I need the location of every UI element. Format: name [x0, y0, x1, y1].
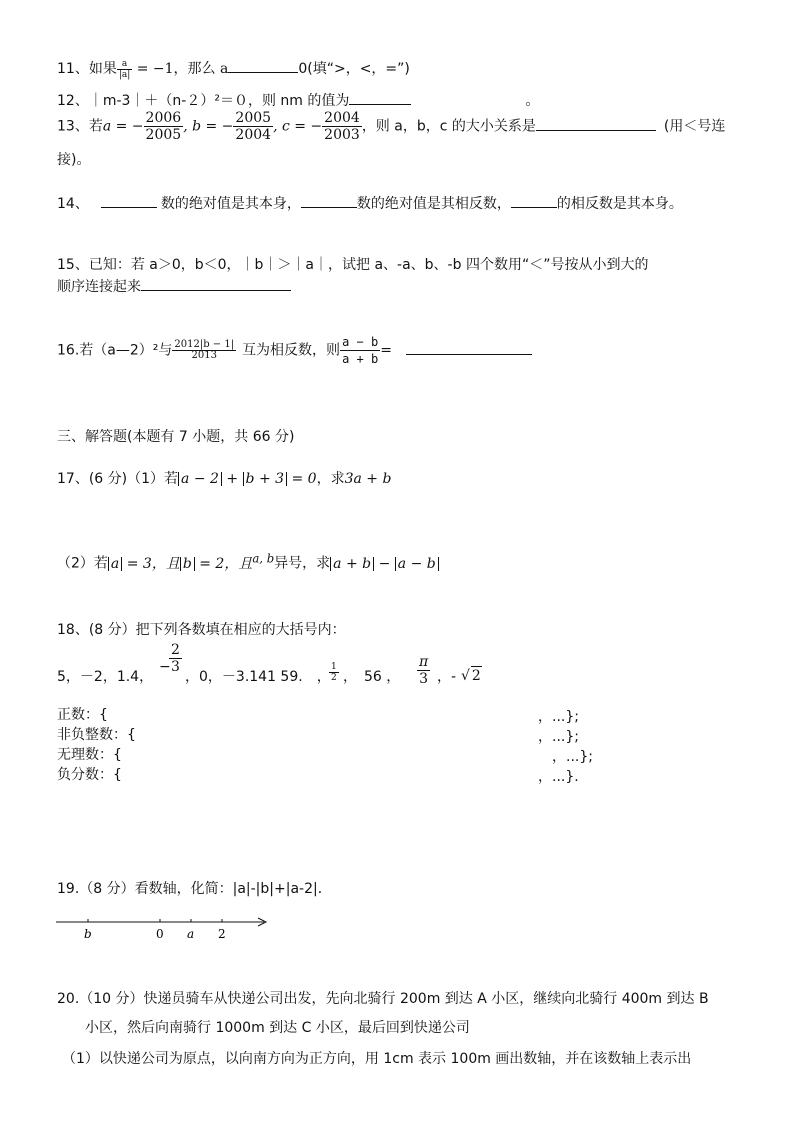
q14-blank-3[interactable] [511, 193, 557, 208]
label-0: 0 [156, 927, 164, 941]
q18-row-label: 无理数：{ [57, 747, 122, 763]
q17-p2-eq2: = 2，且 [194, 555, 253, 572]
question-20-part-1 [62, 1050, 691, 1068]
question-17-part-1 [57, 470, 391, 488]
q17-p2-ab: a, b [252, 551, 275, 565]
q18-sqrt: √ 2 [461, 668, 481, 684]
q18-row-neg-fraction-end [538, 766, 579, 786]
q13-tail: (用＜号连 [663, 118, 726, 135]
question-13 [57, 110, 725, 143]
q15-line1: 15、已知：若 a＞0，b＜0，｜b｜＞｜a｜，试把 a、-a、b、-b 四个数用“＜”号按从小到大的 [57, 257, 649, 273]
q14-part-1: 数的绝对值是其本身， [160, 196, 301, 212]
q16-frac-num: 2012|b − 1| [174, 339, 235, 350]
q14-part-2: 数的绝对值是其相反数， [356, 196, 511, 212]
q18-half [329, 662, 339, 683]
q16-frac-den: 2013 [191, 350, 217, 361]
q11-frac-den: |a| [118, 69, 131, 80]
q16-ratio-den: a + b [342, 352, 379, 366]
q16-eq: = [380, 342, 392, 359]
q13-c-num: 2004 [324, 110, 360, 126]
q15-line2: 顺序连接起来 [57, 279, 141, 295]
q18-half-num: 1 [331, 662, 337, 672]
q13-c-label: , c = − [273, 118, 323, 135]
q17-p1-abs-b: b + 3 [243, 472, 288, 486]
q18-row-nonneg-int [57, 726, 136, 744]
q18-row-positive [57, 706, 108, 724]
question-15 [57, 256, 648, 274]
q13-b-label: , b = − [183, 118, 234, 135]
q13-a-label: a = − [102, 118, 144, 135]
q13-b-num: 2005 [235, 110, 272, 126]
q16-fraction [172, 340, 236, 361]
label-b: b [84, 927, 92, 941]
q18-row-irrational [57, 746, 122, 764]
q17-p2-eq1: = 3，且 [122, 555, 180, 572]
q17-p2-abs-b: b [180, 557, 195, 571]
q17-p2-abs-a: a [108, 557, 122, 571]
q20-line1: 20.（10 分）快递员骑车从快递公司出发，先向北骑行 200m 到达 A 小区，继续向北骑行 400m 到达 B [57, 991, 709, 1007]
q18-neg-sign: − [159, 659, 171, 675]
question-20-line2 [85, 1019, 470, 1037]
q18-row-end: ，...}. [538, 769, 579, 785]
q18-row-label: 非负整数：{ [57, 727, 136, 743]
q11-eq: = −1，那么 a [136, 61, 229, 77]
q19-title: 19.（8 分）看数轴，化简：|a|-|b|+|a-2|． [57, 881, 332, 897]
q13-a-num: 2006 [145, 110, 182, 126]
q18-frac-num: 2 [171, 642, 180, 658]
q15-answer-blank[interactable] [141, 276, 291, 291]
question-13-line2 [57, 151, 90, 169]
q18-row-end: ，...}; [538, 729, 579, 745]
q18-row-nonneg-int-end [538, 726, 579, 746]
question-16 [57, 334, 532, 367]
q13-c-den: 2003 [324, 127, 360, 143]
q18-numbers-3: ， 56 ， [343, 669, 401, 685]
q14-blank-2[interactable] [301, 193, 357, 208]
question-19 [57, 880, 332, 898]
q18-frac [169, 642, 182, 675]
q16-mid: 互为相反数，则 [242, 342, 341, 359]
q18-pi-frac [417, 654, 430, 687]
q18-row-end: ，...}; [538, 709, 579, 725]
q13-a-frac [144, 110, 184, 143]
label-a: a [187, 927, 195, 941]
q17-p1-prefix: 17、(6 分)（1）若 [57, 471, 179, 487]
q17-p2-prefix: （2）若 [57, 555, 108, 572]
q18-numbers-1: 5，－2，1.4， [57, 669, 154, 685]
q17-p1-mid: ，求 [316, 471, 345, 487]
section-3-title [57, 428, 294, 446]
question-12 [57, 90, 539, 110]
q18-row-label: 负分数：{ [57, 767, 122, 783]
q11-prefix: 11、如果 [57, 61, 117, 77]
q18-title: 18、(8 分）把下列各数填在相应的大括号内： [57, 622, 346, 638]
q17-p1-eq: = 0 [287, 471, 317, 487]
q12-end: 。 [525, 93, 540, 109]
q18-numbers-2: ，0，－3.141 59. ， [185, 669, 331, 685]
q18-row-neg-fraction [57, 766, 122, 784]
q17-p2-expr1: a + b [330, 557, 374, 571]
q13-a-den: 2005 [145, 127, 182, 143]
q17-p1-abs-a: a − 2 [178, 472, 222, 486]
q18-row-irrational-end [552, 746, 593, 766]
q11-frac-num: a [117, 59, 132, 70]
q18-pi-den: 3 [419, 671, 429, 687]
q16-answer-blank[interactable] [406, 340, 532, 355]
q12-answer-blank[interactable] [349, 90, 411, 105]
q20-line3: （1）以快递公司为原点，以向南方向为正方向，用 1cm 表示 100m 画出数轴，并在该数轴上表示出 [62, 1051, 692, 1067]
q17-p2-expr2: a − b [395, 557, 439, 571]
q18-sqrt-value: 2 [471, 668, 481, 684]
q18-row-end: ，...}; [552, 749, 593, 765]
q18-numbers-4: ，- [437, 669, 457, 685]
q18-frac-den: 3 [171, 659, 180, 675]
q13-line2: 接)。 [57, 152, 91, 168]
question-11 [57, 58, 410, 80]
q13-answer-blank[interactable] [536, 116, 656, 131]
q11-answer-blank[interactable] [228, 58, 298, 73]
q11-fraction [117, 59, 132, 80]
q20-line2: 小区，然后向南骑行 1000m 到达 C 小区，最后回到快递公司 [85, 1020, 470, 1036]
q14-blank-1[interactable] [101, 193, 157, 208]
q16-ratio-num: a − b [342, 335, 379, 349]
q13-c-frac [322, 110, 362, 143]
q13-b-frac [233, 110, 273, 143]
question-20 [57, 990, 709, 1008]
q17-p2-mid: 异号，求 [274, 555, 331, 572]
q18-row-label: 正数：{ [57, 707, 108, 723]
q13-b-den: 2004 [235, 127, 272, 143]
question-18-title [57, 621, 346, 639]
question-17-part-2 [57, 549, 439, 573]
q17-p1-target: 3a + b [344, 471, 392, 487]
question-14 [57, 193, 683, 213]
section-3-title-text: 三、解答题(本题有 7 小题，共 66 分) [57, 429, 295, 445]
q13-mid: ，则 a，b，c 的大小关系是 [361, 118, 536, 135]
q17-p1-plus: + [221, 471, 243, 487]
q14-part-3: 的相反数是其本身。 [556, 196, 683, 212]
question-15-line2 [57, 276, 291, 296]
q11-suffix: 0(填“>，<，=”) [298, 61, 410, 77]
q13-prefix: 13、若 [57, 118, 103, 135]
q18-pi-num: π [419, 654, 429, 670]
number-line [56, 912, 286, 946]
q14-num: 14、 [57, 196, 89, 212]
q18-half-den: 2 [331, 673, 337, 683]
q16-ratio [340, 334, 380, 367]
q12-text: 12、｜m-3｜＋（n-２）²＝０，则 nm 的值为 [57, 93, 350, 109]
q16-prefix: 16.若（a—2）²与 [57, 342, 173, 359]
label-2: 2 [218, 927, 226, 941]
q18-row-positive-end [538, 706, 579, 726]
q17-p2-minus: − [374, 555, 395, 572]
